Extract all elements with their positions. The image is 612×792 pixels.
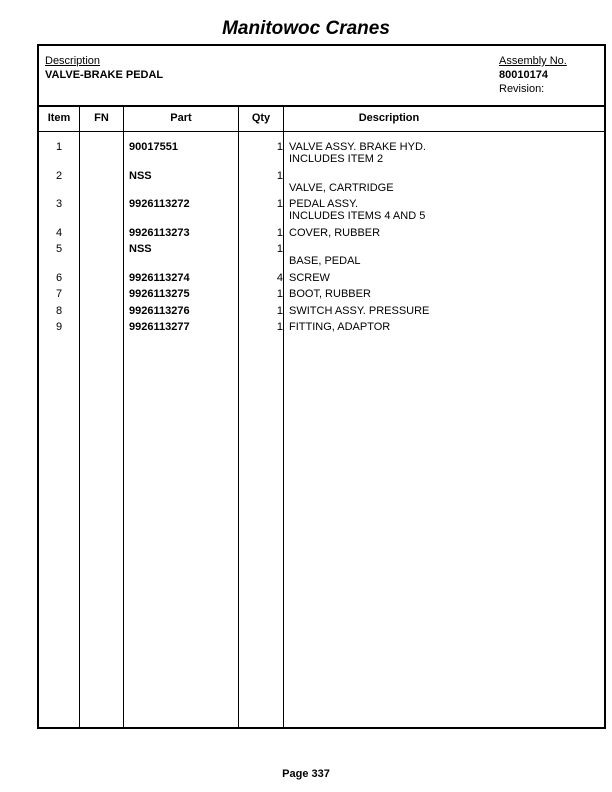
part-number: 9926113272 xyxy=(129,198,190,210)
part-description: PEDAL ASSY. xyxy=(289,198,359,210)
part-number: NSS xyxy=(129,170,152,182)
item-number: 9 xyxy=(55,321,63,333)
page-title: Manitowoc Cranes xyxy=(222,18,390,39)
part-number: 9926113276 xyxy=(129,305,190,317)
item-number: 2 xyxy=(55,170,63,182)
column-header-fn: FN xyxy=(94,112,109,124)
item-number: 5 xyxy=(55,243,63,255)
part-number: 9926113275 xyxy=(129,288,190,300)
quantity: 1 xyxy=(276,243,283,255)
column-header-part: Part xyxy=(170,112,192,124)
description-label: Description xyxy=(45,55,101,67)
assembly-number-value: 80010174 xyxy=(499,69,548,81)
column-header-qty: Qty xyxy=(251,112,271,124)
part-number: 9926113277 xyxy=(129,321,190,333)
part-number: 90017551 xyxy=(129,141,178,153)
quantity: 1 xyxy=(276,170,283,182)
assembly-header xyxy=(39,46,604,107)
column-divider xyxy=(123,105,124,727)
item-number: 3 xyxy=(55,198,63,210)
column-header-description: Description xyxy=(358,112,420,124)
column-header-item: Item xyxy=(47,112,71,124)
assembly-number-label: Assembly No. xyxy=(499,55,567,67)
part-description-note: BASE, PEDAL xyxy=(289,255,361,267)
item-number: 1 xyxy=(55,141,63,153)
part-description: BOOT, RUBBER xyxy=(289,288,371,300)
part-description: VALVE ASSY. BRAKE HYD. xyxy=(289,141,426,153)
quantity: 1 xyxy=(276,141,283,153)
quantity: 1 xyxy=(276,288,283,300)
part-description-note: VALVE, CARTRIDGE xyxy=(289,182,394,194)
part-number: 9926113273 xyxy=(129,227,190,239)
page-number: Page 337 xyxy=(282,768,330,780)
quantity: 1 xyxy=(276,227,283,239)
parts-list-frame xyxy=(37,44,606,729)
quantity: 1 xyxy=(276,321,283,333)
item-number: 6 xyxy=(55,272,63,284)
quantity: 4 xyxy=(276,272,283,284)
part-description: COVER, RUBBER xyxy=(289,227,381,239)
column-divider xyxy=(283,105,284,727)
part-description: SCREW xyxy=(289,272,330,284)
item-number: 8 xyxy=(55,305,63,317)
part-description: FITTING, ADAPTOR xyxy=(289,321,391,333)
part-number: NSS xyxy=(129,243,152,255)
part-description-note: INCLUDES ITEMS 4 AND 5 xyxy=(289,210,426,222)
part-description: SWITCH ASSY. PRESSURE xyxy=(289,305,430,317)
column-divider xyxy=(79,105,80,727)
part-description-note: INCLUDES ITEM 2 xyxy=(289,153,384,165)
item-number: 4 xyxy=(55,227,63,239)
part-number: 9926113274 xyxy=(129,272,190,284)
item-number: 7 xyxy=(55,288,63,300)
quantity: 1 xyxy=(276,305,283,317)
description-value: VALVE-BRAKE PEDAL xyxy=(45,69,164,81)
quantity: 1 xyxy=(276,198,283,210)
revision-label: Revision: xyxy=(499,83,545,95)
